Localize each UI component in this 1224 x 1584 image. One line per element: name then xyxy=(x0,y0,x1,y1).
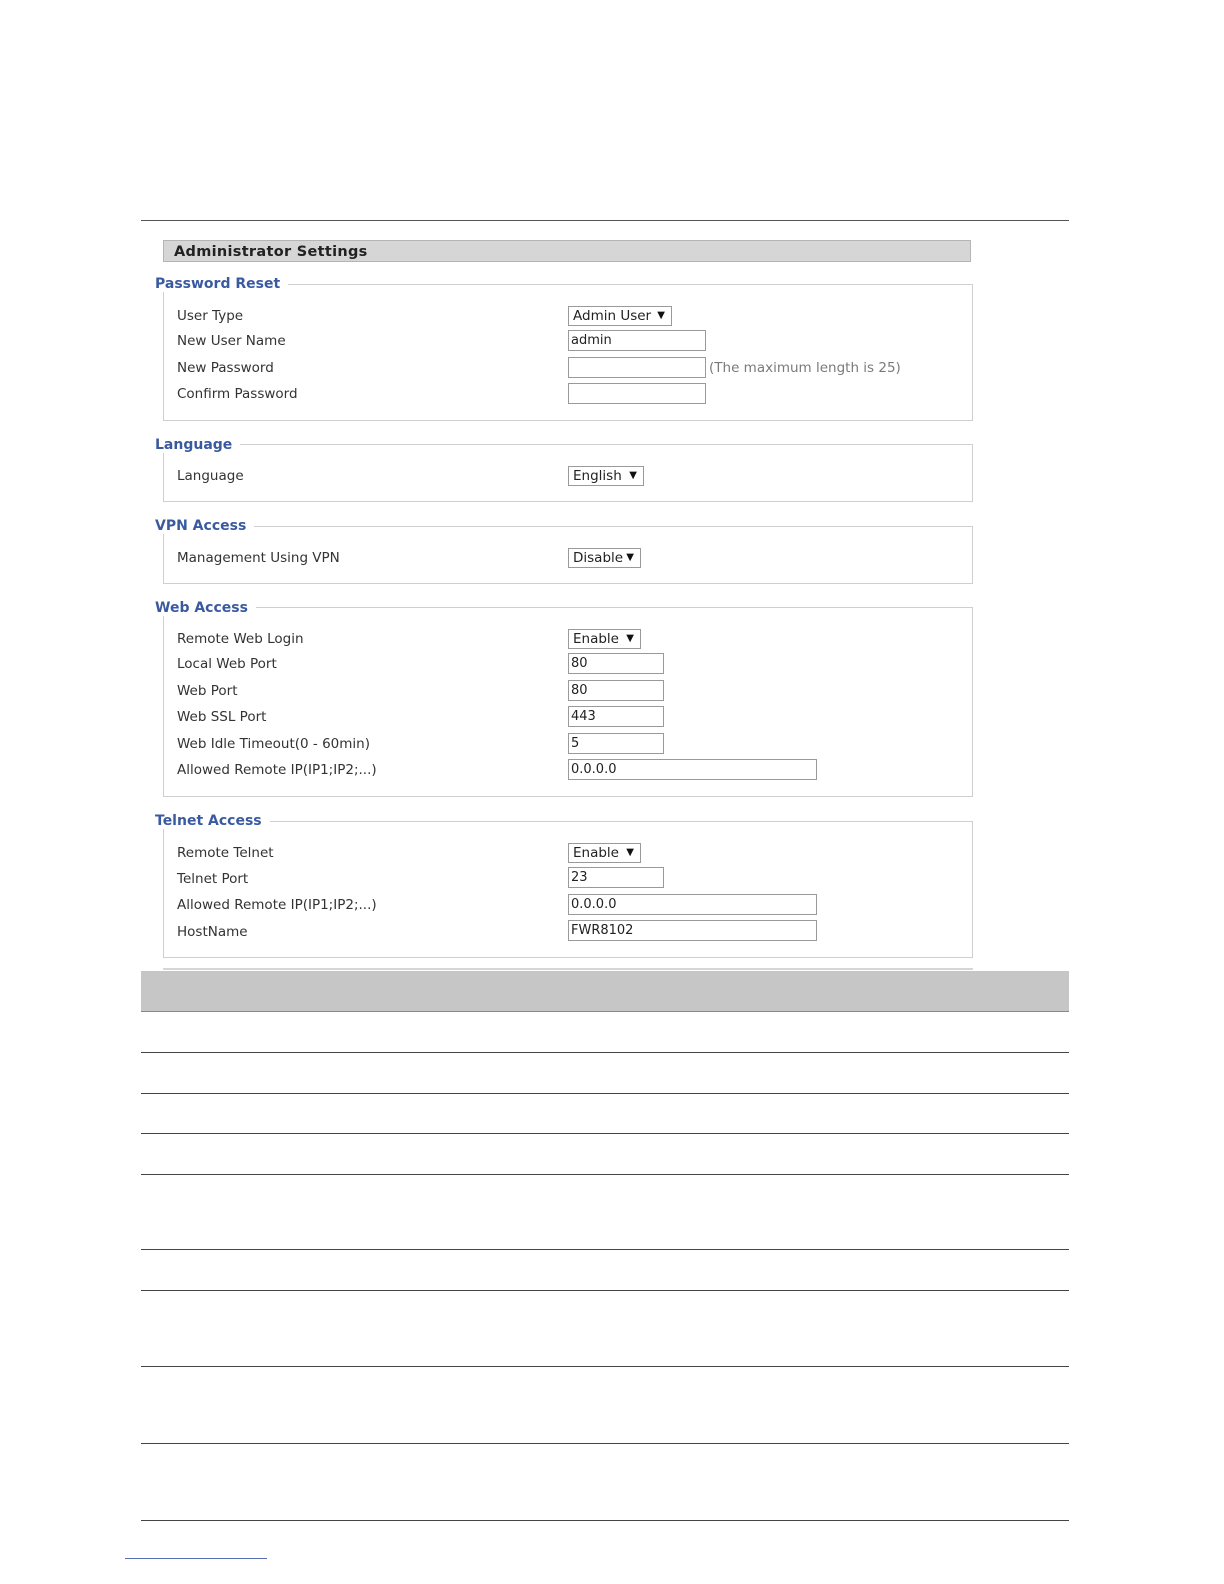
language-legend: Language xyxy=(155,437,240,453)
table-row xyxy=(141,1249,1069,1250)
web-ssl-port-label: Web SSL Port xyxy=(177,709,267,725)
remote-web-login-value: Enable xyxy=(573,631,619,647)
web-port-input[interactable]: 80 xyxy=(568,680,664,701)
password-reset-legend: Password Reset xyxy=(155,276,288,292)
footer-link-underline[interactable] xyxy=(125,1558,267,1559)
management-vpn-select[interactable] xyxy=(568,548,641,568)
web-allowed-remote-ip-label: Allowed Remote IP(IP1;IP2;...) xyxy=(177,762,377,778)
table-row xyxy=(141,1174,1069,1175)
telnet-port-input[interactable]: 23 xyxy=(568,867,664,888)
remote-web-login-label: Remote Web Login xyxy=(177,631,304,647)
management-vpn-label: Management Using VPN xyxy=(177,550,340,566)
top-rule xyxy=(141,220,1069,221)
chevron-down-icon: ▼ xyxy=(626,633,634,644)
web-idle-timeout-label: Web Idle Timeout(0 - 60min) xyxy=(177,736,370,752)
chevron-down-icon: ▼ xyxy=(657,310,665,321)
table-row xyxy=(141,1520,1069,1521)
remote-telnet-label: Remote Telnet xyxy=(177,845,274,861)
hostname-input[interactable]: FWR8102 xyxy=(568,920,817,941)
administrator-settings-panel xyxy=(155,240,973,971)
remote-telnet-value: Enable xyxy=(573,845,619,861)
local-web-port-label: Local Web Port xyxy=(177,656,277,672)
telnet-allowed-remote-ip-label: Allowed Remote IP(IP1;IP2;...) xyxy=(177,897,377,913)
web-access-legend: Web Access xyxy=(155,600,256,616)
local-web-port-input[interactable]: 80 xyxy=(568,653,664,674)
remote-telnet-select[interactable] xyxy=(568,843,641,863)
new-user-name-input[interactable]: admin xyxy=(568,330,706,351)
table-row xyxy=(141,1052,1069,1053)
telnet-port-label: Telnet Port xyxy=(177,871,249,887)
language-label: Language xyxy=(177,468,244,484)
table-row xyxy=(141,1443,1069,1444)
user-type-value: Admin User xyxy=(573,308,652,324)
language-select[interactable] xyxy=(568,466,644,486)
table-row xyxy=(141,1133,1069,1134)
password-length-hint: (The maximum length is 25) xyxy=(709,360,901,376)
hostname-label: HostName xyxy=(177,924,248,940)
panel-title: Administrator Settings xyxy=(163,240,971,262)
vpn-access-legend: VPN Access xyxy=(155,518,254,534)
new-password-input[interactable] xyxy=(568,357,706,378)
new-user-name-label: New User Name xyxy=(177,333,286,349)
panel-bottom-border xyxy=(163,968,973,970)
language-value: English xyxy=(573,468,622,484)
table-row xyxy=(141,1290,1069,1291)
table-row xyxy=(141,1093,1069,1094)
table-row xyxy=(141,1366,1069,1367)
web-idle-timeout-input[interactable]: 5 xyxy=(568,733,664,754)
confirm-password-input[interactable] xyxy=(568,383,706,404)
chevron-down-icon: ▼ xyxy=(626,552,634,563)
remote-web-login-select[interactable] xyxy=(568,629,641,649)
confirm-password-label: Confirm Password xyxy=(177,386,298,402)
user-type-label: User Type xyxy=(177,308,244,324)
new-password-label: New Password xyxy=(177,360,274,376)
chevron-down-icon: ▼ xyxy=(629,470,637,481)
management-vpn-value: Disable xyxy=(573,550,624,566)
user-type-select[interactable] xyxy=(568,306,672,326)
web-allowed-remote-ip-input[interactable]: 0.0.0.0 xyxy=(568,759,817,780)
web-port-label: Web Port xyxy=(177,683,238,699)
telnet-allowed-remote-ip-input[interactable]: 0.0.0.0 xyxy=(568,894,817,915)
telnet-access-legend: Telnet Access xyxy=(155,813,270,829)
table-header xyxy=(141,971,1069,1012)
web-ssl-port-input[interactable]: 443 xyxy=(568,706,664,727)
chevron-down-icon: ▼ xyxy=(626,847,634,858)
